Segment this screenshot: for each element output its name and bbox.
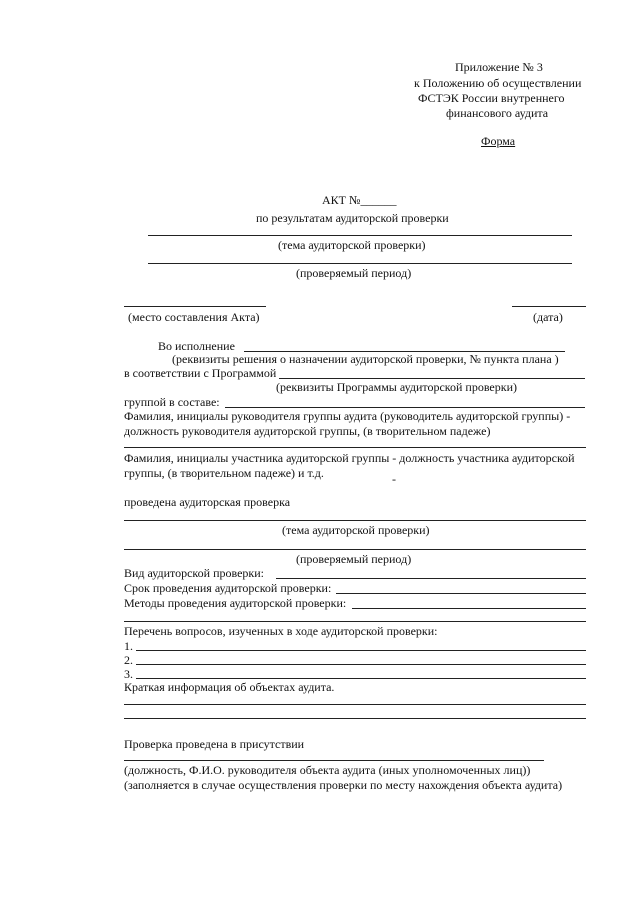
question-item: 1. (124, 639, 133, 653)
question-item: 3. (124, 667, 133, 681)
program-caption: (реквизиты Программы аудиторской проверки) (276, 380, 518, 394)
date-line[interactable] (512, 306, 586, 307)
place-caption: (место составления Акта) (128, 310, 260, 324)
leader-line2: должность руководителя аудиторской группы, (в творительном падеже) (124, 424, 491, 438)
stray-mark: - (392, 472, 396, 486)
objects-info-line[interactable] (124, 704, 586, 705)
appendix-line4: финансового аудита (446, 106, 549, 120)
questions-top-line[interactable] (124, 621, 586, 622)
conducted-topic-line[interactable] (124, 520, 586, 521)
audit-term-line[interactable] (336, 593, 586, 594)
presence-label: Проверка проведена в присутствии (124, 737, 305, 751)
question-line[interactable] (136, 678, 586, 679)
conducted-topic-caption: (тема аудиторской проверки) (282, 523, 430, 537)
group-label: группой в составе: (124, 395, 220, 409)
appendix-line2: к Положению об осуществлении (414, 76, 582, 90)
member-line2: группы, (в творительном падеже) и т.д. (124, 466, 324, 480)
program-line[interactable] (279, 378, 585, 379)
act-label: АКТ № (322, 193, 361, 207)
audit-methods-label: Методы проведения аудиторской проверки: (124, 596, 347, 610)
act-number-blank: ______ (360, 193, 397, 207)
appendix-number: Приложение № 3 (455, 60, 543, 74)
member-line1: Фамилия, инициалы участника аудиторской группы - должность участника аудиторской (124, 451, 575, 465)
topic-caption: (тема аудиторской проверки) (278, 238, 426, 252)
period-caption: (проверяемый период) (296, 266, 412, 280)
act-subtitle: по результатам аудиторской проверки (256, 211, 449, 225)
audit-type-line[interactable] (276, 578, 586, 579)
conducted-period-line[interactable] (124, 549, 586, 550)
decision-caption: (реквизиты решения о назначении аудиторской проверки, № пункта плана ) (172, 352, 559, 366)
appendix-line3: ФСТЭК России внутреннего (418, 91, 565, 105)
program-label: в соответствии с Программой (124, 366, 277, 380)
presence-caption-1: (должность, Ф.И.О. руководителя объекта аудита (иных уполномоченных лиц)) (124, 763, 531, 777)
question-item: 2. (124, 653, 133, 667)
period-line[interactable] (148, 263, 572, 264)
execution-label: Во исполнение (158, 339, 235, 353)
audit-methods-line[interactable] (352, 608, 586, 609)
place-line[interactable] (124, 306, 266, 307)
conducted-period-caption: (проверяемый период) (296, 552, 412, 566)
conducted-label: проведена аудиторская проверка (124, 495, 291, 509)
audit-type-label: Вид аудиторской проверки: (124, 566, 265, 580)
group-line[interactable] (225, 407, 585, 408)
audit-term-label: Срок проведения аудиторской проверки: (124, 581, 332, 595)
questions-label: Перечень вопросов, изученных в ходе аудиторской проверки: (124, 624, 438, 638)
objects-info-label: Краткая информация об объектах аудита. (124, 680, 335, 694)
leader-line-blank[interactable] (124, 447, 586, 448)
objects-info-line[interactable] (124, 718, 586, 719)
question-line[interactable] (136, 650, 586, 651)
form-label: Форма (481, 134, 516, 148)
presence-line[interactable] (124, 760, 544, 761)
presence-caption-2: (заполняется в случае осуществления проверки по месту нахождения объекта аудита) (124, 778, 563, 792)
date-caption: (дата) (533, 310, 563, 324)
leader-line1: Фамилия, инициалы руководителя группы аудита (руководитель аудиторской группы) - (124, 409, 571, 423)
question-line[interactable] (136, 664, 586, 665)
topic-line[interactable] (148, 235, 572, 236)
act-title (322, 193, 396, 207)
